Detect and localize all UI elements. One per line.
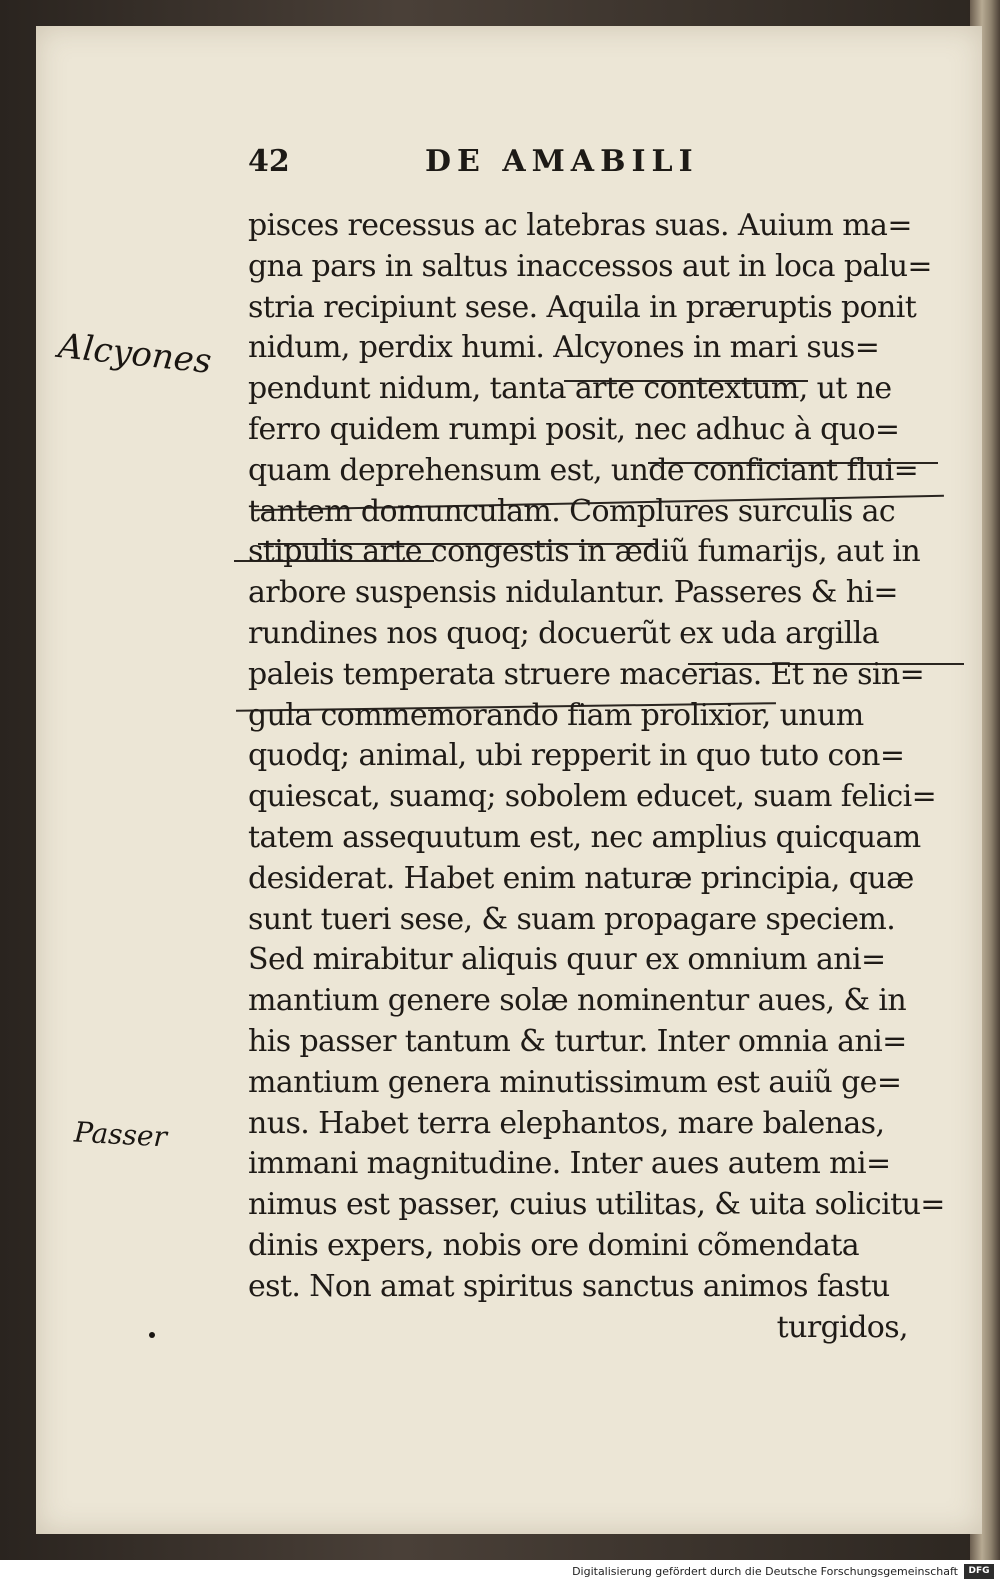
text-line: quiescat, suamq; sobolem educet, suam felici= bbox=[248, 779, 937, 815]
funding-credit: Digitalisierung gefördert durch die Deutsche Forschungsgemeinschaft bbox=[572, 1565, 958, 1578]
text-line: pisces recessus ac latebras suas. Auium ma= bbox=[248, 208, 912, 243]
text-line: rundines nos quoq; docuerũt ex uda argilla bbox=[248, 615, 879, 651]
text-line: nus. Habet terra elephantos, mare balenas, bbox=[248, 1105, 885, 1141]
text-line: immani magnitudine. Inter aues autem mi= bbox=[248, 1146, 891, 1182]
page-number: 42 bbox=[248, 144, 290, 179]
text-line: arbore suspensis nidulantur. Passeres & hi= bbox=[248, 575, 898, 611]
text-line: his passer tantum & turtur. Inter omnia ani= bbox=[248, 1023, 907, 1059]
text-line: paleis temperata struere macerias. Et ne sin= bbox=[248, 656, 925, 692]
text-line: nidum, perdix humi. Alcyones in mari sus= bbox=[248, 330, 880, 366]
margin-note-alcyones: Alcyones bbox=[56, 326, 214, 382]
margin-note-passer: Passer bbox=[73, 1115, 168, 1154]
text-line: sunt tueri sese, & suam propagare speciem. bbox=[248, 901, 896, 937]
text-line: gula commemorando fiam prolixior, unum bbox=[248, 697, 864, 733]
text-line: stipulis arte congestis in ædiũ fumarijs, aut in bbox=[248, 534, 921, 570]
dfg-logo: DFG bbox=[964, 1564, 994, 1579]
text-line: gna pars in saltus inaccessos aut in loca palu= bbox=[248, 248, 932, 284]
page-header bbox=[248, 144, 728, 194]
text-line: dinis expers, nobis ore domini cõmendata bbox=[248, 1227, 860, 1263]
text-line: tantem domunculam. Complures surculis ac bbox=[248, 493, 896, 529]
text-line: quam deprehensum est, unde conficiant flui= bbox=[248, 452, 919, 488]
ink-dot bbox=[149, 1332, 155, 1338]
catchword: turgidos, bbox=[776, 1309, 908, 1345]
book-page bbox=[36, 26, 982, 1534]
text-line: tatem assequutum est, nec amplius quicquam bbox=[248, 819, 921, 855]
text-line: mantium genera minutissimum est auiũ ge= bbox=[248, 1064, 902, 1100]
running-head: DE AMABILI bbox=[425, 144, 699, 179]
text-line: stria recipiunt sese. Aquila in præruptis ponit bbox=[248, 289, 917, 325]
text-line: quodq; animal, ubi repperit in quo tuto con= bbox=[248, 738, 905, 774]
text-line: ferro quidem rumpi posit, nec adhuc à quo= bbox=[248, 411, 900, 447]
text-line: est. Non amat spiritus sanctus animos fastu bbox=[248, 1268, 890, 1304]
body-text bbox=[248, 206, 948, 1348]
text-line: nimus est passer, cuius utilitas, & uita solicitu= bbox=[248, 1187, 945, 1223]
text-line: pendunt nidum, tanta arte contextum, ut ne bbox=[248, 371, 892, 407]
digitization-footer bbox=[0, 1560, 1000, 1585]
text-line: Sed mirabitur aliquis quur ex omnium ani= bbox=[248, 942, 886, 978]
text-line: mantium genere solæ nominentur aues, & in bbox=[248, 983, 907, 1019]
text-line: desiderat. Habet enim naturæ principia, quæ bbox=[248, 860, 914, 896]
